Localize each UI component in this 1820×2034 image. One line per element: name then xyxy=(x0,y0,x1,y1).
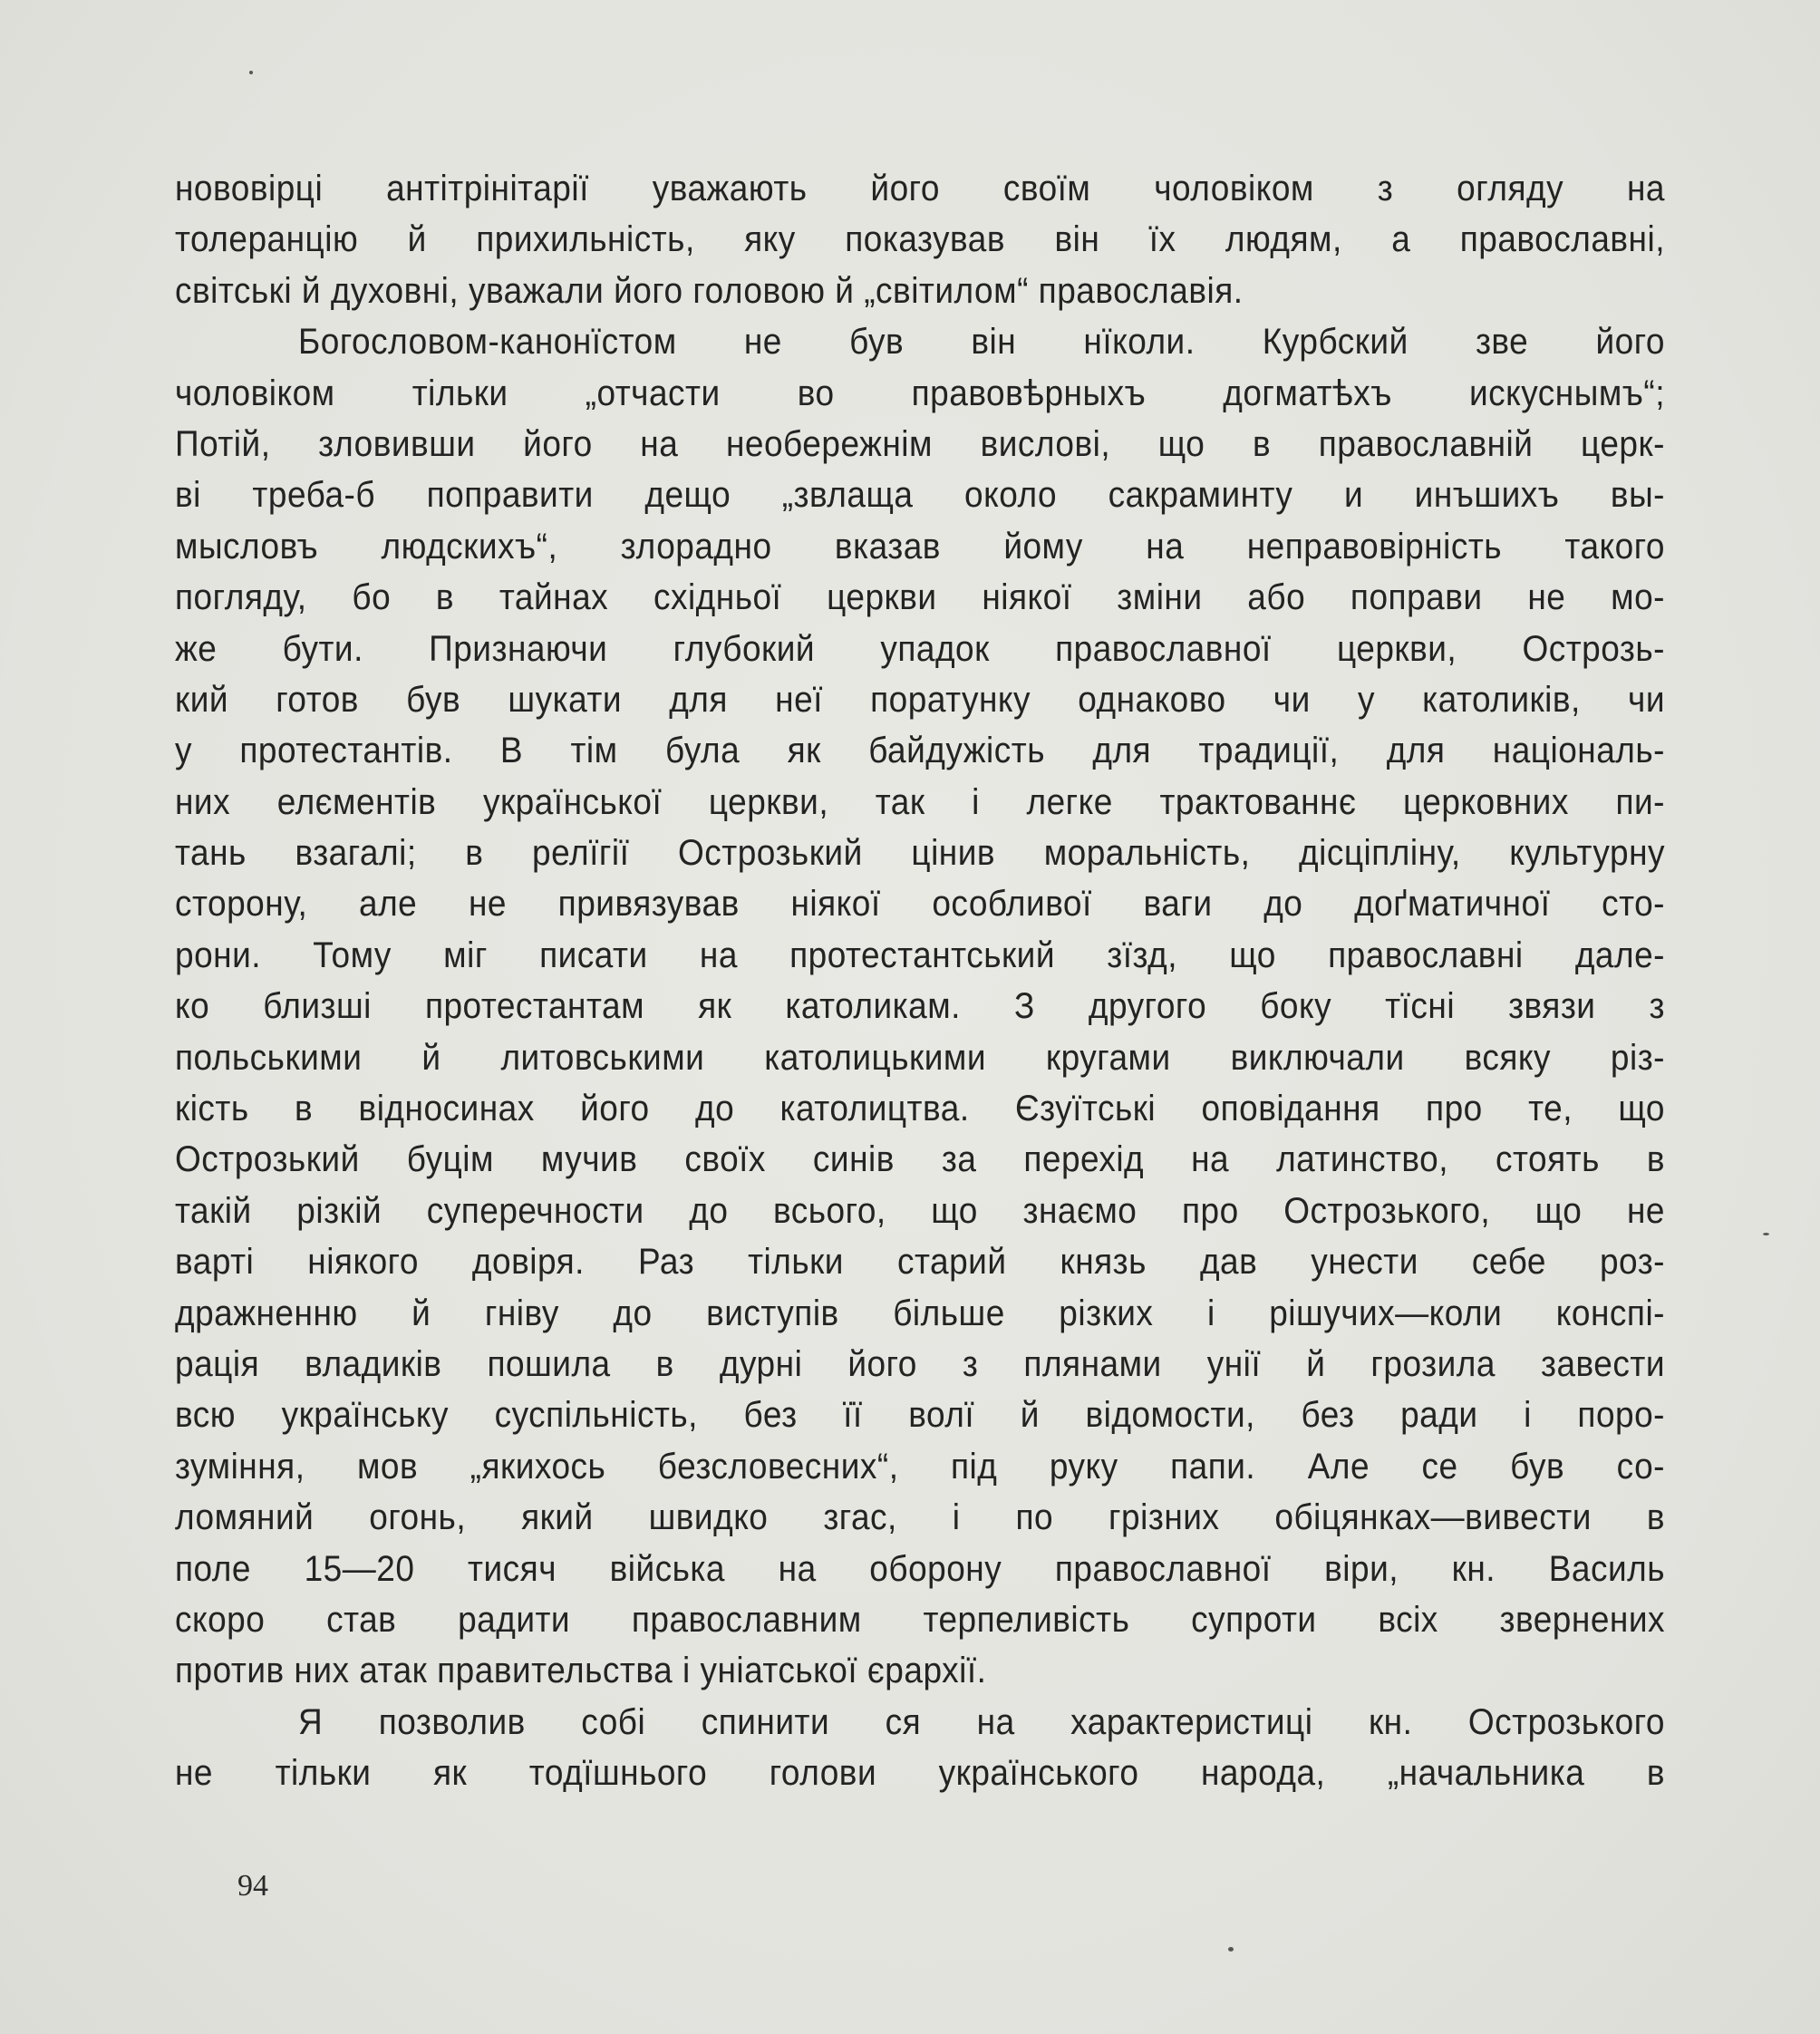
text-line: рони. Тому міг писати на протестантський зїзд, що православні дале- xyxy=(175,935,1665,975)
text-line: поле 15—20 тисяч війська на оборону православної віри, кн. Василь xyxy=(175,1547,1665,1589)
text-line: дражненню й гніву до виступів більше різких і рішучих—коли конспі- xyxy=(175,1292,1665,1333)
text-line: скоро став радити православним терпеливість супроти всіх звернених xyxy=(175,1599,1665,1640)
text-line: тань взагалі; в релїгії Острозький цінив моральність, дісціпліну, культурну xyxy=(175,832,1665,873)
text-line: ві треба-б поправити дещо „звлаща около сакраминту и инъшихъ вы- xyxy=(175,474,1665,515)
paragraph-start-line: Я позволив собі спинити ся на характеристиці кн. Острозького xyxy=(298,1701,1665,1742)
text-line: чоловіком тільки „отчасти во правовѣрныхъ догматѣхъ искуснымъ“; xyxy=(175,372,1665,413)
text-line: польськими й литовськими католицькими кругами виключали всяку різ- xyxy=(175,1036,1665,1078)
text-line: толеранцію й прихильність, яку показував він їх людям, а православні, xyxy=(175,218,1665,259)
body-text xyxy=(175,163,1665,1799)
text-line: Острозький буцім мучив своїх синів за перехід на латинство, стоять в xyxy=(175,1138,1665,1180)
text-line: не тільки як тодїшнього голови українського народа, „начальника в xyxy=(175,1752,1665,1793)
paper-speck xyxy=(1228,1947,1234,1952)
text-line: кий готов був шукати для неї поратунку однаково чи у католиків, чи xyxy=(175,679,1665,720)
text-line: такій різкій суперечности до всього, що знаємо про Острозького, що не xyxy=(175,1190,1665,1231)
text-line: світські й духовні, уважали його головою й „світилом“ православія. xyxy=(175,270,1244,311)
text-line: ломяний огонь, який швидко згас, і по грізних обіцянках—вивести в xyxy=(175,1496,1665,1537)
paper-speck xyxy=(1763,1233,1769,1235)
text-line: мысловъ людскихъ“, злорадно вказав йому на неправовірність такого xyxy=(175,526,1665,567)
text-line: нововірці антітрінітарії уважають його своїм чоловіком з огляду на xyxy=(175,168,1665,208)
text-line: же бути. Признаючи глубокий упадок православної церкви, Острозь- xyxy=(175,627,1665,669)
text-line: сторону, але не привязував ніякої особливої ваги до доґматичної сто- xyxy=(175,883,1665,925)
text-line: них елєментів української церкви, так і легке трактованнє церковних пи- xyxy=(175,780,1665,822)
text-line: кість в відносинах його до католицтва. Єзуїтські оповідання про те, що xyxy=(175,1088,1665,1128)
text-line: ко близші протестантам як католикам. З другого боку тїсні звязи з xyxy=(175,985,1665,1026)
page-number: 94 xyxy=(237,1869,268,1903)
text-line: рація владиків пошила в дурні його з плянами унії й грозила завести xyxy=(175,1343,1665,1384)
text-line: погляду, бо в тайнах східньої церкви ніякої зміни або поправи не мо- xyxy=(175,576,1665,617)
paper-speck xyxy=(249,71,253,74)
text-line: против них атак правительства і уніатської єрархії. xyxy=(175,1650,987,1690)
text-line: всю українську суспільність, без її волї й відомости, без ради і поро- xyxy=(175,1394,1665,1435)
text-line: Потій, зловивши його на необережнім вислові, що в православній церк- xyxy=(175,423,1665,464)
text-line: у протестантів. В тім була як байдужість для традиції, для національ- xyxy=(175,730,1665,770)
paragraph-start-line: Богословом-канонїстом не був він нїколи. Курбский зве його xyxy=(298,321,1665,362)
text-line: варті ніякого довіря. Раз тільки старий князь дав унести себе роз- xyxy=(175,1241,1665,1282)
text-line: зуміння, мов „якихось безсловесних“, під руку папи. Але се був со- xyxy=(175,1446,1665,1487)
